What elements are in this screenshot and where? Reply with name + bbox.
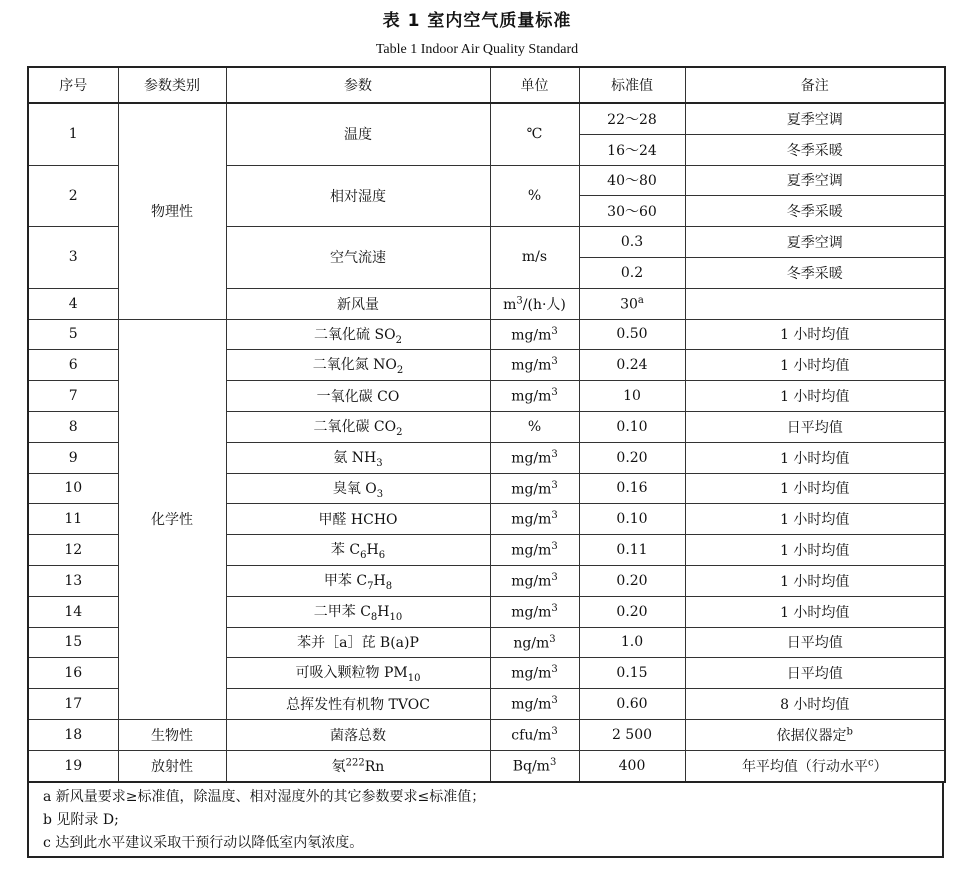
- row-number: 3: [28, 227, 118, 289]
- unit-sup: 3: [551, 510, 558, 522]
- row-number: 16: [28, 658, 118, 689]
- air-quality-table: [27, 66, 946, 783]
- row-number: 19: [28, 750, 118, 781]
- standard-value-cell: 0.60: [579, 689, 685, 720]
- standard-value-cell: 0.20: [579, 596, 685, 627]
- standard-value-cell: 0.10: [579, 411, 685, 442]
- category-cell: 生物性: [118, 719, 226, 750]
- unit-base: mg/m: [511, 450, 552, 467]
- footnote-a: a 新风量要求≥标准值，除温度、相对湿度外的其它参数要求≤标准值；: [43, 789, 486, 805]
- parameter-cell: [226, 319, 490, 350]
- table-row: [28, 750, 945, 781]
- header-cell: 序号: [28, 67, 118, 103]
- unit-base: ng/m: [513, 635, 550, 652]
- unit-sup: 3: [516, 295, 523, 307]
- unit-base: mg/m: [511, 696, 552, 713]
- row-number: 2: [28, 165, 118, 227]
- unit-sup: 3: [551, 572, 558, 584]
- value-footnote-mark: a: [637, 294, 644, 306]
- parameter-cell: 甲醛 HCHO: [226, 504, 490, 535]
- note-cell: 日平均值: [685, 411, 945, 442]
- standard-value-cell: 30～60: [579, 196, 685, 227]
- category-cell: 化学性: [118, 319, 226, 719]
- unit-base: mg/m: [511, 358, 552, 375]
- standard-value-cell: 16～24: [579, 134, 685, 165]
- parameter-cell: 菌落总数: [226, 719, 490, 750]
- standard-value-cell: 22～28: [579, 103, 685, 134]
- value-base: 30: [620, 296, 638, 313]
- note-cell: 夏季空调: [685, 165, 945, 196]
- row-number: 6: [28, 350, 118, 381]
- standard-value-cell: 0.10: [579, 504, 685, 535]
- unit-cell: [490, 288, 579, 319]
- unit-cell: [490, 627, 579, 658]
- param-part: Rn: [364, 758, 385, 775]
- header-cell: 参数类别: [118, 67, 226, 103]
- parameter-cell: 相对湿度: [226, 165, 490, 227]
- table-header-row: [28, 67, 945, 103]
- param-sub: 6: [378, 549, 386, 561]
- standard-value-cell: 0.20: [579, 565, 685, 596]
- note-footnote-mark: c: [867, 756, 874, 768]
- param-base: 氨 NH: [333, 449, 377, 466]
- param-part: H: [366, 542, 379, 559]
- unit-sup: 3: [551, 541, 558, 553]
- standard-value-cell: 10: [579, 381, 685, 412]
- param-sub: 3: [376, 457, 383, 469]
- standard-value-cell: 0.15: [579, 658, 685, 689]
- unit-sup: 3: [551, 479, 558, 491]
- row-number: 7: [28, 381, 118, 412]
- note-cell: 1 小时均值: [685, 565, 945, 596]
- note-tail: ）: [873, 758, 888, 775]
- param-sub: 3: [376, 488, 384, 500]
- standard-value-cell: 0.50: [579, 319, 685, 350]
- table-title-cn: 表 1 室内空气质量标准: [382, 11, 572, 31]
- standard-value-cell: [579, 288, 685, 319]
- standard-value-cell: 40～80: [579, 165, 685, 196]
- note-base: 依据仪器定: [776, 727, 847, 744]
- unit-base: mg/m: [511, 388, 552, 405]
- unit-cell: [490, 504, 579, 535]
- param-sub: 8: [370, 611, 378, 623]
- note-cell: 冬季采暖: [685, 134, 945, 165]
- note-cell: 夏季空调: [685, 227, 945, 258]
- note-cell: 1 小时均值: [685, 319, 945, 350]
- header-cell: 标准值: [579, 67, 685, 103]
- unit-cell: [490, 442, 579, 473]
- note-footnote-mark: b: [846, 726, 853, 738]
- row-number: 18: [28, 719, 118, 750]
- footnote-b: b 见附录 D;: [43, 812, 119, 828]
- parameter-cell: [226, 750, 490, 781]
- parameter-cell: 温度: [226, 103, 490, 165]
- unit-sup: 3: [551, 448, 558, 460]
- unit-cell: [490, 596, 579, 627]
- footnote-c: c 达到此水平建议采取干预行动以降低室内氡浓度。: [43, 835, 364, 851]
- unit-cell: ℃: [490, 103, 579, 165]
- unit-cell: [490, 658, 579, 689]
- unit-base: mg/m: [511, 666, 552, 683]
- param-base: 可吸入颗粒物 PM: [295, 665, 408, 682]
- note-cell: 1 小时均值: [685, 442, 945, 473]
- row-number: 14: [28, 596, 118, 627]
- parameter-cell: [226, 473, 490, 504]
- param-base: 二氧化碳 CO: [313, 418, 397, 435]
- parameter-cell: 空气流速: [226, 227, 490, 289]
- header-cell: 参数: [226, 67, 490, 103]
- unit-sup: 3: [551, 695, 558, 707]
- note-cell: 1 小时均值: [685, 473, 945, 504]
- unit-cell: [490, 319, 579, 350]
- parameter-cell: 总挥发性有机物 TVOC: [226, 689, 490, 720]
- table-row: [28, 719, 945, 750]
- parameter-cell: [226, 442, 490, 473]
- category-cell: 物理性: [118, 103, 226, 319]
- unit-base: mg/m: [511, 327, 552, 344]
- unit-cell: [490, 750, 579, 781]
- param-sub: 7: [367, 580, 374, 592]
- param-base: 二氧化硫 SO: [314, 326, 396, 343]
- standard-value-cell: 0.11: [579, 535, 685, 566]
- note-base: 年平均值（行动水平: [741, 758, 868, 775]
- standard-value-cell: 1.0: [579, 627, 685, 658]
- note-cell: 冬季采暖: [685, 196, 945, 227]
- unit-sup: 3: [549, 756, 557, 768]
- unit-sup: 3: [549, 633, 556, 645]
- unit-base: mg/m: [511, 481, 552, 498]
- note-cell: 1 小时均值: [685, 535, 945, 566]
- unit-cell: [490, 689, 579, 720]
- unit-base: m: [503, 296, 517, 313]
- row-number: 4: [28, 288, 118, 319]
- row-number: 9: [28, 442, 118, 473]
- standard-value-cell: 0.20: [579, 442, 685, 473]
- parameter-cell: [226, 535, 490, 566]
- parameter-cell: 一氧化碳 CO: [226, 381, 490, 412]
- unit-base: cfu/m: [511, 727, 552, 744]
- row-number: 17: [28, 689, 118, 720]
- row-number: 8: [28, 411, 118, 442]
- unit-sup: 3: [551, 325, 558, 337]
- param-base: 臭氧 O: [332, 480, 377, 497]
- param-sub: 2: [395, 334, 402, 346]
- parameter-cell: [226, 350, 490, 381]
- table-row: [28, 319, 945, 350]
- param-part: H: [373, 572, 386, 589]
- standard-value-cell: 2 500: [579, 719, 685, 750]
- standard-value-cell: 0.16: [579, 473, 685, 504]
- param-sup: 222: [345, 756, 365, 768]
- parameter-cell: [226, 596, 490, 627]
- unit-cell: m/s: [490, 227, 579, 289]
- unit-sup: 3: [551, 664, 558, 676]
- param-sub: 8: [385, 580, 393, 592]
- unit-base: mg/m: [511, 573, 552, 590]
- param-sub: 10: [389, 611, 403, 623]
- table-title-en: Table 1 Indoor Air Quality Standard: [375, 42, 579, 57]
- header-cell: 备注: [685, 67, 945, 103]
- unit-base: mg/m: [511, 604, 552, 621]
- note-cell: 1 小时均值: [685, 596, 945, 627]
- standard-value-cell: 400: [579, 750, 685, 781]
- unit-cell: [490, 719, 579, 750]
- note-cell: 8 小时均值: [685, 689, 945, 720]
- param-sub: 10: [407, 673, 421, 685]
- unit-tail: /(h·人): [522, 296, 566, 313]
- table-row: [28, 103, 945, 134]
- category-cell: 放射性: [118, 750, 226, 781]
- unit-base: mg/m: [511, 542, 552, 559]
- parameter-cell: [226, 411, 490, 442]
- unit-base: mg/m: [511, 512, 552, 529]
- parameter-cell: 苯并［a］芘 B(a)P: [226, 627, 490, 658]
- header-cell: 单位: [490, 67, 579, 103]
- note-cell: 冬季采暖: [685, 257, 945, 288]
- standard-value-cell: 0.24: [579, 350, 685, 381]
- param-sub: 6: [360, 549, 367, 561]
- note-cell: [685, 719, 945, 750]
- table-footnotes: [27, 782, 944, 858]
- standard-value-cell: 0.2: [579, 257, 685, 288]
- parameter-cell: [226, 658, 490, 689]
- row-number: 13: [28, 565, 118, 596]
- note-cell: 日平均值: [685, 658, 945, 689]
- unit-base: Bq/m: [512, 758, 550, 775]
- unit-cell: [490, 473, 579, 504]
- note-cell: 夏季空调: [685, 103, 945, 134]
- unit-cell: %: [490, 411, 579, 442]
- note-cell: 日平均值: [685, 627, 945, 658]
- note-cell: [685, 750, 945, 781]
- row-number: 5: [28, 319, 118, 350]
- param-sub: 2: [396, 426, 403, 438]
- note-cell: 1 小时均值: [685, 504, 945, 535]
- unit-cell: [490, 350, 579, 381]
- parameter-cell: 新风量: [226, 288, 490, 319]
- row-number: 12: [28, 535, 118, 566]
- param-part: 二甲苯 C: [313, 603, 371, 620]
- unit-cell: [490, 381, 579, 412]
- unit-sup: 3: [551, 726, 558, 737]
- row-number: 15: [28, 627, 118, 658]
- note-cell: 1 小时均值: [685, 350, 945, 381]
- param-part: 苯 C: [330, 542, 361, 559]
- parameter-cell: [226, 565, 490, 596]
- standard-value-cell: 0.3: [579, 227, 685, 258]
- param-base: 二氧化氮 NO: [312, 357, 397, 374]
- param-part: 氡: [331, 758, 346, 775]
- unit-cell: [490, 535, 579, 566]
- row-number: 10: [28, 473, 118, 504]
- param-part: 甲苯 C: [323, 572, 368, 589]
- row-number: 1: [28, 103, 118, 165]
- note-cell: [685, 288, 945, 319]
- param-sub: 2: [396, 365, 404, 377]
- unit-sup: 3: [551, 602, 558, 614]
- unit-sup: 3: [551, 387, 558, 399]
- note-cell: 1 小时均值: [685, 381, 945, 412]
- unit-sup: 3: [551, 356, 558, 368]
- unit-cell: [490, 565, 579, 596]
- row-number: 11: [28, 504, 118, 535]
- param-part: H: [377, 603, 390, 620]
- unit-cell: %: [490, 165, 579, 227]
